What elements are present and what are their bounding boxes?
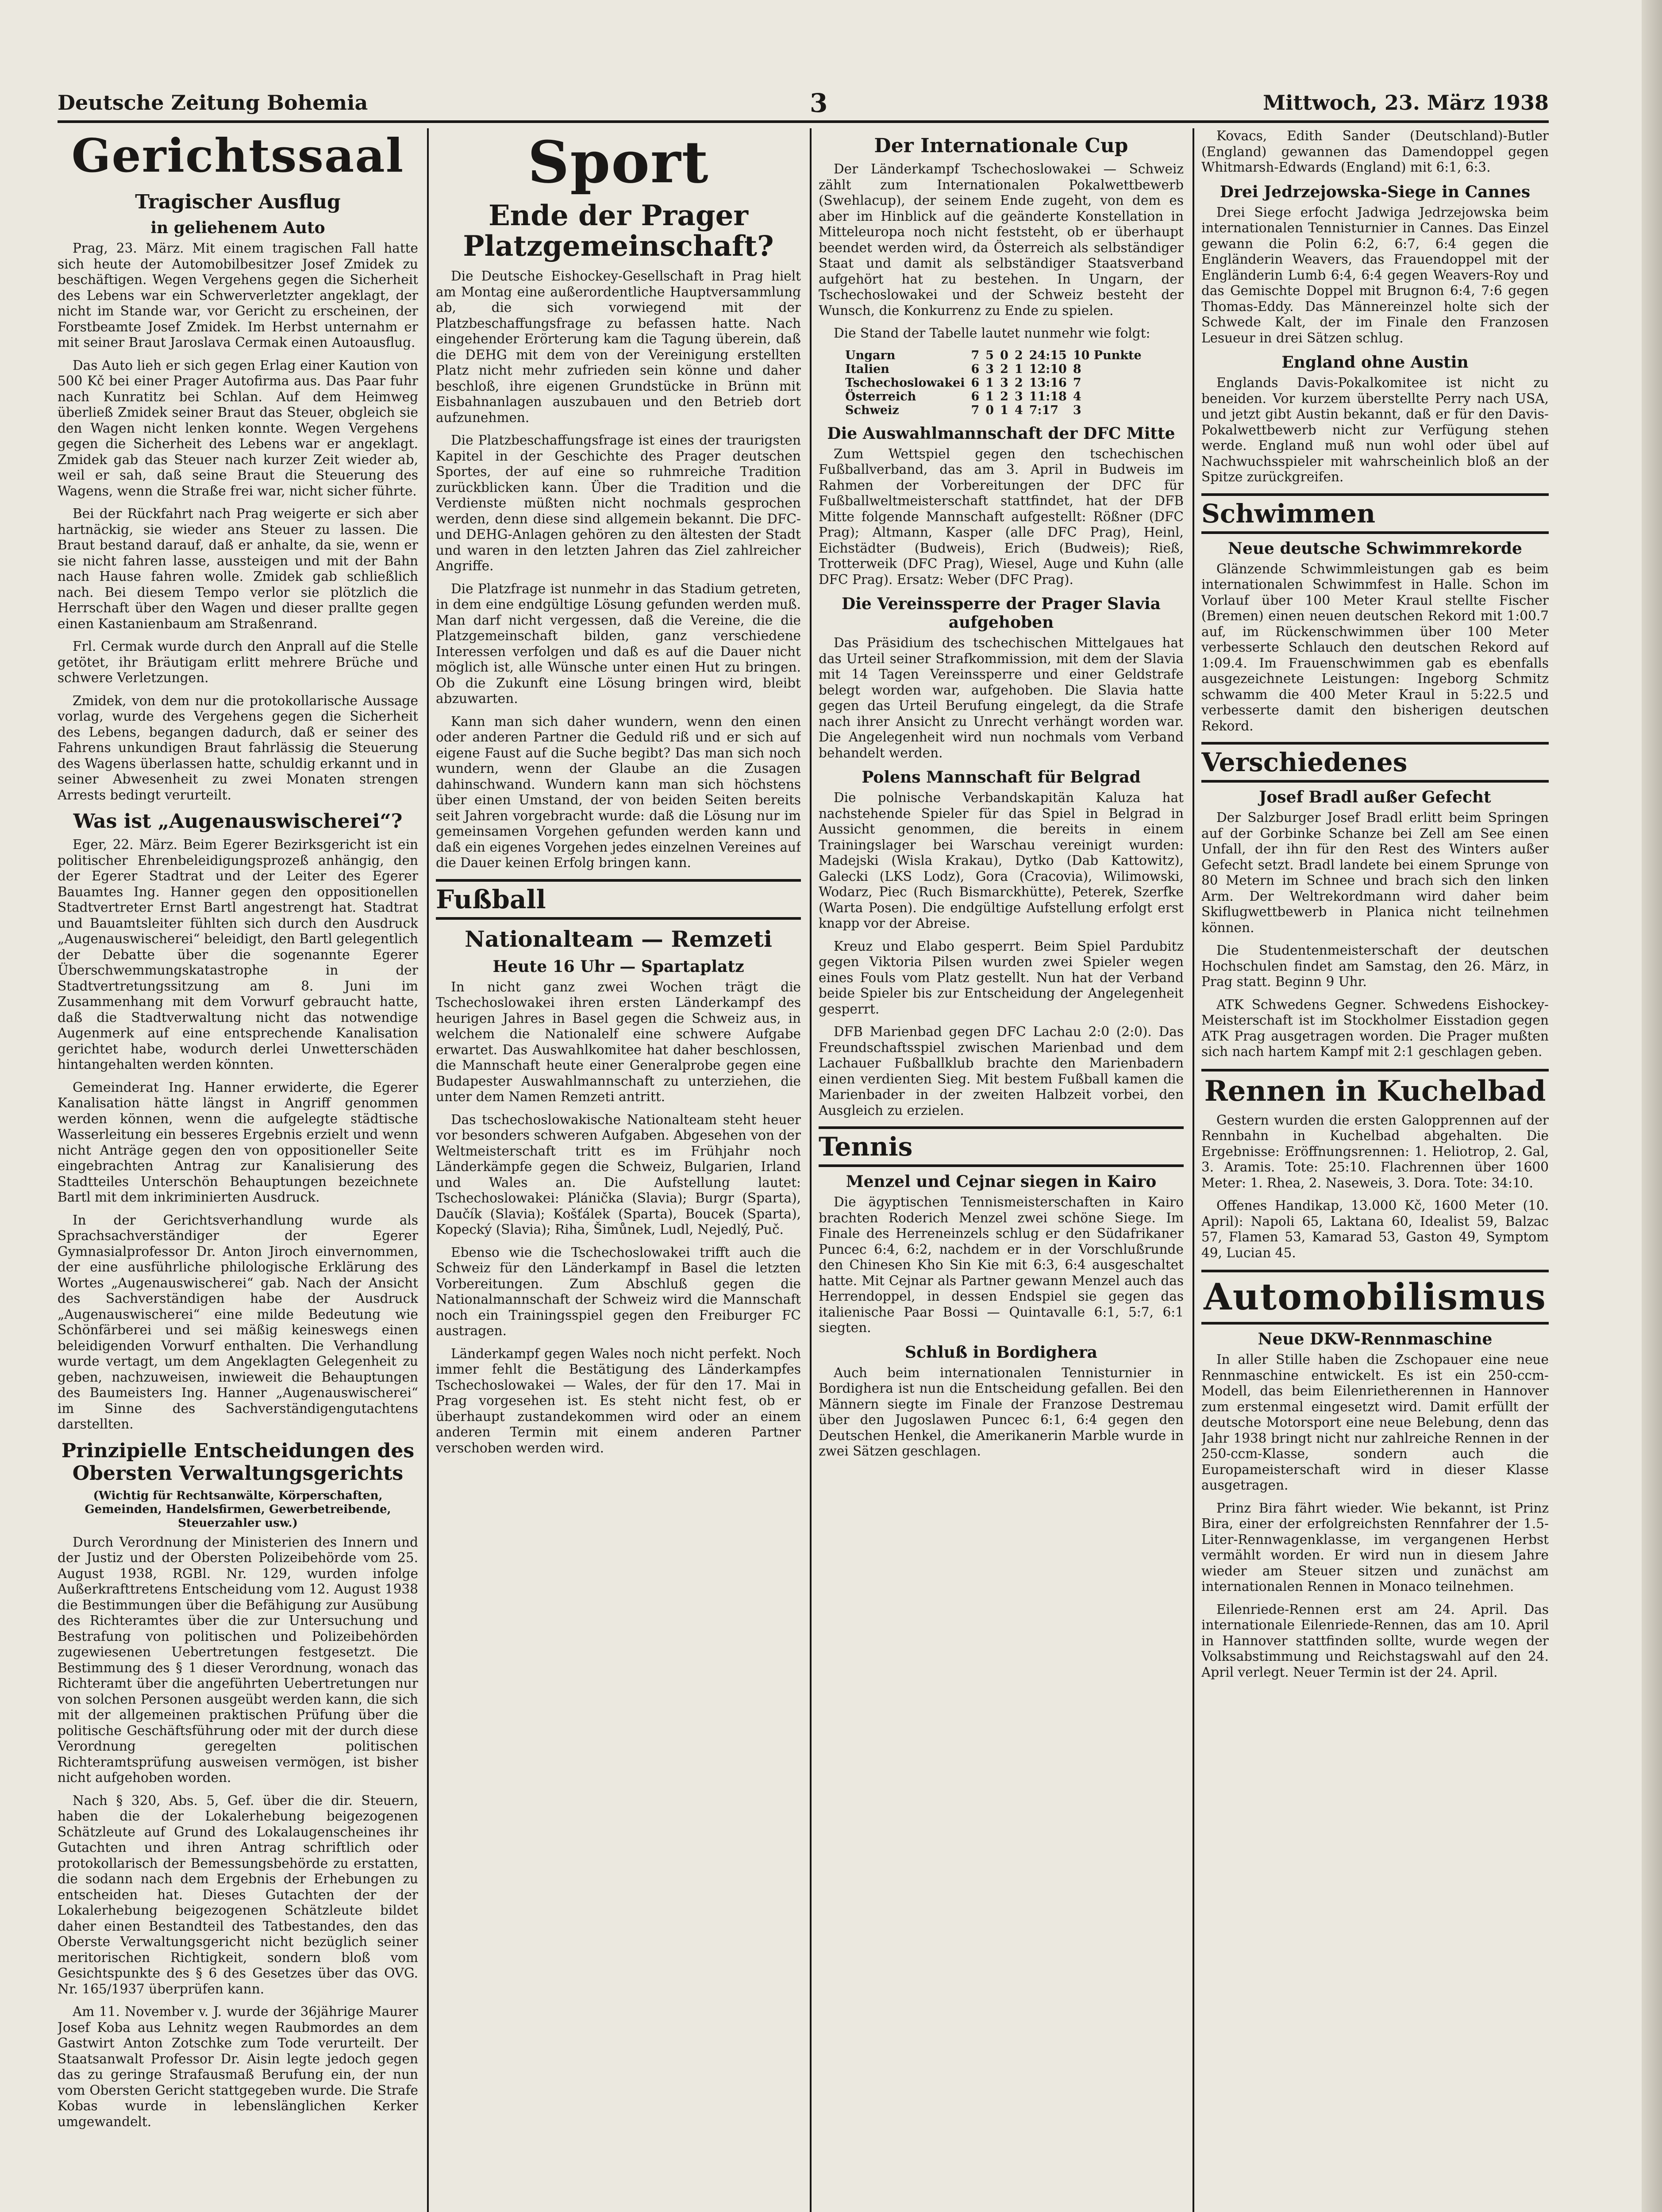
paragraph: Das Auto lieh er sich gegen Erlag einer Kaution von 500 Kč bei einer Prager Autofirma aus. Das Paar fuhr nach Kunratitz bei Schlan. Auf dem Heimweg überließ Zmidek seiner Braut das Steuer, obgleich sie den Wagen nicht lenken konnte. Wegen Vergehens gegen die Sicherheit des Lebens war er angeklagt. Zmidek gab das Steuer nach kurzer Zeit wieder ab, weil er sah, daß seine Braut die Steuerung des Wagens, wenn die Straße frei war, nicht sicher führte. xyxy=(58,357,418,499)
paragraph: Offenes Handikap, 13.000 Kč, 1600 Meter (10. April): Napoli 65, Laktana 60, Idealist 59, Balzac 57, Flamen 53, Kamarad 53, Gaston 49, Symptom 49, Lucian 45. xyxy=(1201,1198,1549,1260)
paragraph: Auch beim internationalen Tennisturnier in Bordighera ist nun die Entscheidung gefallen. Bei den Männern siegte im Finale der Franzose Destremau über den Jugoslawen Puncec 6:1, 6:4 gegen den Deutschen Henkel, die Amerikanerin Marble wurde in zwei Sätzen geschlagen. xyxy=(819,1365,1184,1459)
table-cell: 3 xyxy=(1000,376,1008,390)
table-cell: 0 xyxy=(985,403,994,417)
table-cell: 13:16 xyxy=(1029,376,1067,390)
table-cell: 1 xyxy=(985,376,994,390)
paragraph: ATK Schwedens Gegner. Schwedens Eishockey-Meisterschaft ist im Stockholmer Eisstadion gegen ATK Prag ausgetragen worden. Die Prager mußten sich nach hartem Kampf mit 2:1 geschlagen geben. xyxy=(1201,997,1549,1059)
table-cell: 6 xyxy=(971,362,980,376)
table-cell: 24:15 xyxy=(1029,348,1067,362)
section-title-schwimmen: Schwimmen xyxy=(1201,493,1549,534)
article-title: Josef Bradl außer Gefecht xyxy=(1259,788,1491,806)
article-title: Neue DKW-Rennmaschine xyxy=(1258,1330,1493,1349)
table-cell: 1 xyxy=(1000,403,1008,417)
article-title: Neue deutsche Schwimmrekorde xyxy=(1228,539,1522,558)
paragraph: Der Länderkampf Tschechoslowakei — Schweiz zählt zum Internationalen Pokalwettbewerb (Swehlacup), der seinem Ende zugeht, von dem es aber im Hinblick auf die geänderte Konstellation in Mitteleuropa noch nicht feststeht, ob er überhaupt beendet werden wird, da Österreich als selbständiger Staat und damit als selbständiger Staatsverband aufgehört hat zu bestehen. In Ungarn, der Tschechoslowakei und der Schweiz besteht der Wunsch, die Konkurrenz zu Ende zu spielen. xyxy=(819,161,1184,318)
article-title: Tragischer Ausflug xyxy=(135,191,341,213)
paragraph: In der Gerichtsverhandlung wurde als Sprachsachverständiger der Egerer Gymnasialprofessor Dr. Anton Jiroch einvernommen, der eine ausführliche philologische Erklärung des Wortes „Augenauswischerei“ gab. Nach der Ansicht des Sachverständigen habe der Ausdruck „Augenauswischerei“ eine milde Bedeutung wie Schönfärberei und sei mäßig keineswegs einen beleidigenden Vorwurf enthalten. Die Verhandlung wurde vertagt, um dem Angeklagten Gelegenheit zu geben, nachzuweisen, inwieweit die Behauptungen des Baumeisters Ing. Hanner „Augenauswischerei“ im Sinne des Sachverständigengutachtens darstellten. xyxy=(58,1212,418,1432)
masthead-name: Deutsche Zeitung Bohemia xyxy=(58,91,368,115)
paragraph: Die Studentenmeisterschaft der deutschen Hochschulen findet am Samstag, den 26. März, in Prag statt. Beginn 9 Uhr. xyxy=(1201,943,1549,989)
paragraph: Gemeinderat Ing. Hanner erwiderte, die Egerer Kanalisation hätte längst in Angriff genommen werden können, wenn die aufgelegte städtische Wasserleitung ein besseres Ergebnis erzielt und wenn nicht Anträge gegen den von oppositioneller Seite eingebrachten Antrag zur Kanalisierung des Stadtteiles Unterschön Behauptungen bezeichnete Bartl mit dem inkriminierten Ausdruck. xyxy=(58,1079,418,1205)
paragraph: Zmidek, von dem nur die protokollarische Aussage vorlag, wurde des Vergehens gegen die Sicherheit des Lebens, begangen dadurch, daß er seiner des Fahrens unkundigen Braut fahrlässig die Steuerung des Wagens überlassen hatte, schuldig erkannt und in seiner Abwesenheit zu zwei Monaten strengen Arrests bedingt verurteilt. xyxy=(58,693,418,803)
table-cell: Schweiz xyxy=(845,403,899,417)
article-subtitle: Heute 16 Uhr — Spartaplatz xyxy=(492,957,744,976)
table-row xyxy=(845,349,1148,362)
article-title: Die Vereinssperre der Prager Slavia aufgehoben xyxy=(841,595,1161,632)
table-cell: Ungarn xyxy=(845,348,896,362)
column-divider-3 xyxy=(1193,128,1194,2212)
paragraph: Die Platzbeschaffungsfrage ist eines der traurigsten Kapitel in der Geschichte des Prager deutschen Sportes, der auf eine so ruhmreiche Tradition zurückblicken kann. Über die Tradition und die Verdienste müßten nicht nochmals gesprochen werden, denn diese sind allgemein bekannt. Die DFC- und DEHG-Anlagen gehören zu den ältesten der Stadt und waren in den letzten Jahren das Ziel zahlreicher Angriffe. xyxy=(436,433,801,574)
section-title-tennis: Tennis xyxy=(819,1126,1184,1167)
column-4 xyxy=(1201,128,1549,2212)
column-1 xyxy=(58,128,418,2212)
article-title: England ohne Austin xyxy=(1281,353,1469,372)
table-cell: 1 xyxy=(985,389,994,403)
article-title: Menzel und Cejnar siegen in Kairo xyxy=(846,1172,1157,1191)
table-cell: 7:17 xyxy=(1029,403,1059,417)
article-title: Prinzipielle Entscheidungen des Obersten Verwaltungsgerichts xyxy=(61,1439,415,1485)
paragraph: Zum Wettspiel gegen den tschechischen Fußballverband, das am 3. April in Budweis im Rahmen der Vorbereitungen der DFC für Fußballweltmeisterschaft stattfindet, hat der DFB Mitte folgende Mannschaft aufgestellt: Rößner (DFC Prag); Altmann, Kasper (alle DFC Prag), Heinl, Eichstädter (Budweis), Erich (Budweis); Rieß, Trotterweik (DFC Prag), Wiesel, Auge und Kuhn (alle DFC Prag). Ersatz: Weber (DFC Prag). xyxy=(819,446,1184,587)
table-cell: Österreich xyxy=(845,389,916,403)
table-row xyxy=(845,390,1148,403)
table-cell: 2 xyxy=(1000,362,1008,376)
paragraph: Die ägyptischen Tennismeisterschaften in Kairo brachten Roderich Menzel zwei schöne Siege. Im Finale des Herreneinzels schlug er den Südafrikaner Puncec 6:4, 6:2, nachdem er in der Vorschlußrunde den Chinesen Kho Sin Kie mit 6:3, 6:4 ausgeschaltet hatte. Mit Cejnar als Partner gewann Menzel auch das Herrendoppel, in dessen Endspiel sie gegen das italienische Paar Bossi — Quintavalle 6:1, 5:7, 6:1 siegten. xyxy=(819,1194,1184,1335)
paragraph: Eilenriede-Rennen erst am 24. April. Das internationale Eilenriede-Rennen, das am 10. April in Hannover stattfinden sollte, wurde wegen der Volksabstimmung und Reichstagswahl auf den 24. April verlegt. Neuer Termin ist der 24. April. xyxy=(1201,1601,1549,1680)
section-title-fussball: Fußball xyxy=(436,879,801,920)
table-cell: 4 xyxy=(1014,403,1023,417)
paragraph: Der Salzburger Josef Bradl erlitt beim Springen auf der Gorbinke Schanze bei Zell am See einen Unfall, der ihn für den Rest des Winters außer Gefecht setzt. Bradl landete bei einem Sprunge von 80 Metern im Schnee und brach sich den linken Arm. Der Weltrekordmann wird daher beim Skiflugwettbewerb in Planica nicht teilnehmen können. xyxy=(1201,810,1549,935)
article-title: Die Auswahlmannschaft der DFC Mitte xyxy=(827,424,1175,443)
table-row xyxy=(845,376,1148,390)
paragraph: Eger, 22. März. Beim Egerer Bezirksgericht ist ein politischer Ehrenbeleidigungsprozeß anhängig, den der Egerer Stadtrat und der Leiter des Egerer Bauamtes Ing. Hanner gegen den oppositionellen Stadtvertreter Ernst Bartl angestrengt hat. Stadtrat und Bauamtsleiter fühlten sich durch den Ausdruck „Augenauswischerei“ beleidigt, den Bartl gelegentlich der Debatte über die sogenannte Egerer Überschwemmungskatastrophe in der Stadtvertretungssitzung am 8. Juni im Zusammenhang mit dem Vorwurf gebraucht hatte, daß die Stadtverwaltung nicht das notwendige Augenmerk auf eine entsprechende Kanalisation gerichtet habe, wodurch derlei Unwetterschäden hintangehalten werden könnten. xyxy=(58,837,418,1072)
table-cell: 3 xyxy=(1014,389,1023,403)
table-cell: 1 xyxy=(1014,362,1023,376)
table-cell: 2 xyxy=(1000,389,1008,403)
paragraph: DFB Marienbad gegen DFC Lachau 2:0 (2:0). Das Freundschaftsspiel zwischen Marienbad und dem Lachauer Fußballklub brachte den Marienbadern einen verdienten Sieg. Mit bestem Fußball kamen die Marienbader in der zweiten Halbzeit vorbei, den Ausgleich zu erzielen. xyxy=(819,1024,1184,1118)
table-cell: 6 xyxy=(971,376,980,390)
article-subtitle: in geliehenem Auto xyxy=(150,219,325,237)
paragraph: Die Platzfrage ist nunmehr in das Stadium getreten, in dem eine endgültige Lösung gefunden werden muß. Man darf nicht vergessen, daß die Vereine, die die Platzgemeinschaft bilden, ganz verschiedene Interessen verfolgen und daß es auf die Dauer nicht möglich ist, alle Wünsche unter einen Hut zu bringen. Ob die Zukunft eine Lösung bringen wird, bleibt abzuwarten. xyxy=(436,581,801,707)
article-title: Nationalteam — Remzeti xyxy=(465,926,772,952)
issue-date: Mittwoch, 23. März 1938 xyxy=(1263,91,1549,115)
paragraph: Am 11. November v. J. wurde der 36jährige Maurer Josef Koba aus Lehnitz wegen Raubmordes an dem Gastwirt Anton Zotschke zum Tode verurteilt. Der Staatsanwalt Professor Dr. Aisin legte jedoch gegen das zu geringe Strafausmaß Berufung ein, der nun vom Obersten Gericht stattgegeben wurde. Die Strafe Kobas wurde in lebenslänglichen Kerker umgewandelt. xyxy=(58,2004,418,2129)
article-title: Drei Jedrzejowska-Siege in Cannes xyxy=(1220,182,1531,201)
page-header xyxy=(58,86,1549,117)
table-cell: Tschechoslowakei xyxy=(845,376,965,390)
paragraph: Die Deutsche Eishockey-Gesellschaft in Prag hielt am Montag eine außerordentliche Hauptversammlung ab, die sich vorwiegend mit der Platzbeschaffungsfrage zu befassen hatte. Nach eingehender Erörterung kam die Tagung überein, daß die DEHG mit dem von der Vereinigung erstellten Platz nicht mehr zufrieden sein könne und daher beschloß, ihre eigenen Grundstücke in Brünn mit Eisbahnanlagen auszubauen und den Betrieb dort aufzunehmen. xyxy=(436,269,801,425)
table-cell: 4 xyxy=(1073,389,1081,403)
paragraph: Glänzende Schwimmleistungen gab es beim internationalen Schwimmfest in Halle. Schon im Vorlauf über 100 Meter Kraul stellte Fischer (Bremen) einen neuen deutschen Rekord mit 1:00.7 auf, im Rückenschwimmen über 100 Meter verbesserte Schlauch den deutschen Rekord auf 1:09.4. Im Frauenschwimmen gab es ebenfalls ausgezeichnete Leistungen: Ingeborg Schmitz schwamm die 400 Meter Kraul in 5:22.5 und verbesserte damit den bisherigen deutschen Rekord. xyxy=(1201,561,1549,733)
column-2 xyxy=(436,128,801,2212)
cup-standings-table xyxy=(845,349,1148,417)
paragraph: Englands Davis-Pokalkomitee ist nicht zu beneiden. Vor kurzem überstellte Perry nach USA, und jetzt gibt Austin bekannt, daß er für den Davis-Pokalwettbewerb nicht zur Verfügung stehen werde. England muß nun wohl oder übel auf Nachwuchsspieler mit wahrscheinlich bloß an der Spitze zurückgreifen. xyxy=(1201,375,1549,484)
table-cell: 2 xyxy=(1014,376,1023,390)
paragraph: Nach § 320, Abs. 5, Gef. über die dir. Steuern, haben die der Lokalerhebung beigezogenen Schätzleute auf Grund des Lokalaugenscheines ihr Gutachten und ihren Antrag schriftlich oder protokollarisch der Bemessungsbehörde zu erstatten, die sodann nach dem Ergebnis der Erhebungen zu entscheiden hat. Dieses Gutachten der der Lokalerhebung beigezogenen Schätzleute bildet daher einen Bestandteil des Tatbestandes, den das Oberste Verwaltungsgericht nicht bezüglich seiner meritorischen Richtigkeit, sondern bloß vom Gesichtspunkte des § 6 des Gesetzes über das OVG. Nr. 165/1937 überprüfen kann. xyxy=(58,1793,418,1997)
table-cell: 3 xyxy=(985,362,994,376)
table-cell: 2 xyxy=(1014,348,1023,362)
paragraph: In aller Stille haben die Zschopauer eine neue Rennmaschine entwickelt. Es ist ein 250-ccm-Modell, das beim Eilenrietherennen in Hannover zum erstenmal eingesetzt wird. Damit erfüllt der deutsche Motorsport eine neue Belebung, denn das Jahr 1938 bringt nicht nur zahlreiche Rennen in der 250-ccm-Klasse, sondern auch die Europameisterschaft wird in dieser Klasse ausgetragen. xyxy=(1201,1352,1549,1493)
column-3 xyxy=(819,128,1184,2212)
article-title: Polens Mannschaft für Belgrad xyxy=(862,768,1141,787)
table-cell: 0 xyxy=(1000,348,1008,362)
paragraph: Das tschechoslowakische Nationalteam steht heuer vor besonders schweren Aufgaben. Abgesehen von der Weltmeisterschaft tritt es im Frühjahr noch Länderkämpfe gegen die Schweiz, Bulgarien, Irland und Wales an. Die Aufstellung lautet: Tschechoslowakei: Plánička (Slavia); Burgr (Sparta), Daučík (Slavia); Košťálek (Sparta), Boucek (Sparta), Kopecký (Slavia); Riha, Šimůnek, Ludl, Nejedlý, Puč. xyxy=(436,1112,801,1237)
paragraph: In nicht ganz zwei Wochen trägt die Tschechoslowakei ihren ersten Länderkampf des heurigen Jahres in Basel gegen die Schweiz aus, in welchem die Nationalelf eine schwere Aufgabe erwartet. Das Auswahlkomitee hat daher beschlossen, die Mannschaft heute einer Generalprobe gegen eine Budapester Auswahlmannschaft zu unterziehen, die unter dem Namen Remzeti antritt. xyxy=(436,979,801,1105)
paragraph: Prag, 23. März. Mit einem tragischen Fall hatte sich heute der Automobilbesitzer Josef Zmidek zu beschäftigen. Wegen Vergehens gegen die Sicherheit des Lebens war ein Schwerverletzter angeklagt, der nicht im Stande war, vor Gericht zu erscheinen, der Forstbeamte Josef Zmidek. Im Herbst unternahm er mit seiner Braut Jaroslava Cermak einen Autoausflug. xyxy=(58,241,418,350)
section-title-automobilismus: Automobilismus xyxy=(1201,1270,1549,1325)
paragraph: Prinz Bira fährt wieder. Wie bekannt, ist Prinz Bira, einer der erfolgreichsten Rennfahrer der 1.5-Liter-Rennwagenklasse, im vergangenen Herbst vermählt worden. Er wird nun in diesem Jahre wieder am Steuer sitzen und zunächst am internationalen Rennen in Monaco teilnehmen. xyxy=(1201,1500,1549,1594)
article-title: Schluß in Bordighera xyxy=(904,1343,1097,1362)
article-title: Was ist „Augenauswischerei“? xyxy=(73,810,403,833)
table-cell: 7 xyxy=(971,403,980,417)
paragraph: Das Präsidium des tschechischen Mittelgaues hat das Urteil seiner Strafkommission, mit dem der Slavia mit 14 Tagen Vereinssperre und einer Geldstrafe belegt worden war, aufgehoben. Die Slavia hatte gegen das Urteil Berufung eingelegt, da die Strafe nach ihrer Ansicht zu Unrecht verhängt worden war. Die Angelegenheit wird nun nochmals vom Verband behandelt werden. xyxy=(819,635,1184,760)
table-cell: 8 xyxy=(1073,362,1081,376)
table-row xyxy=(845,403,1148,417)
paragraph: Ebenso wie die Tschechoslowakei trifft auch die Schweiz für den Länderkampf in Basel die letzten Vorbereitungen. Zum Abschluß gegen die Nationalmannschaft der Schweiz wird die Mannschaft noch ein Trainingsspiel gegen den Freiburger FC austragen. xyxy=(436,1244,801,1339)
table-row xyxy=(845,362,1148,376)
table-cell: 12:10 xyxy=(1029,362,1067,376)
paragraph: Frl. Cermak wurde durch den Anprall auf die Stelle getötet, ihr Bräutigam erlitt mehrere Brüche und schwere Verletzungen. xyxy=(58,639,418,685)
paragraph: Die polnische Verbandskapitän Kaluza hat nachstehende Spieler für das Spiel in Belgrad in Aussicht genommen, die bereits in einem Trainingslager bei Warschau vereinigt wurden: Madejski (Wisla Krakau), Dytko (Dab Kattowitz), Galecki (LKS Lodz), Gora (Cracovia), Wilimowski, Wodarz, Piec (Ruch Bismarckhütte), Peterek, Szerfke (Warta Posen). Die endgültige Aufstellung erfolgt erst knapp vor der Abreise. xyxy=(819,790,1184,931)
page-edge-shadow xyxy=(1642,0,1662,2212)
paragraph: Gestern wurden die ersten Galopprennen auf der Rennbahn in Kuchelbad abgehalten. Die Ergebnisse: Eröffnungsrennen: 1. Heliotrop, 2. Gal, 3. Aramis. Tote: 25:10. Flachrennen über 1600 Meter: 1. Rhea, 2. Naseweis, 3. Dora. Tote: 34:10. xyxy=(1201,1112,1549,1190)
section-title-gerichtssaal: Gerichtssaal xyxy=(71,128,404,183)
table-cell: Italien xyxy=(845,362,889,376)
table-cell: 7 xyxy=(971,348,980,362)
section-title-verschiedenes: Verschiedenes xyxy=(1201,742,1549,783)
article-title: Ende der Prager Platzgemeinschaft? xyxy=(463,199,774,263)
column-divider-1 xyxy=(427,128,429,2212)
section-title-sport: Sport xyxy=(527,128,709,196)
paragraph: Kreuz und Elabo gesperrt. Beim Spiel Pardubitz gegen Viktoria Pilsen wurden zwei Spieler wegen eines Fouls vom Platz gestellt. Nun hat der Verband beide Spieler bis zur Entscheidung der Angelegenheit gesperrt. xyxy=(819,938,1184,1017)
page-number: 3 xyxy=(810,88,828,118)
article-subtitle: (Wichtig für Rechtsanwälte, Körperschaften, Gemeinden, Handelsfirmen, Gewerbetreibende, Steuerzahler usw.) xyxy=(85,1489,391,1530)
paragraph: Kann man sich daher wundern, wenn den einen oder anderen Partner die Geduld riß und er sich auf eigene Faust auf die Suche begibt? Das man sich noch wundern, wenn der Glaube an die Zusagen dahinschwand. Wundern kann man sich höchstens über einen Umstand, der von beiden Seiten bereits seit Jahren vorgebracht wurde: daß die Lösung nur im gemeinsamen Vorgehen gefunden werden kann und daß ein eigenes Vorgehen jedes einzelnen Vereines auf die Dauer keinen Erfolg bringen kann. xyxy=(436,714,801,871)
paragraph: Durch Verordnung der Ministerien des Innern und der Justiz und der Obersten Polizeibehörde vom 25. August 1938, RGBl. Nr. 129, wurden infolge Außerkrafttretens Entscheidung vom 12. August 1938 die Bestimmungen über die Befähigung zur Ausübung des Richteramtes über die zur Untersuchung und Bestrafung von politischen und Polizeibehörden zugewiesenen Uebertretungen festgesetzt. Die Bestimmung des § 1 dieser Verordnung, wonach das Richteramt über die angeführten Uebertretungen nur von solchen Personen ausgeübt werden kann, die sich mit der allgemeinen praktischen Prüfung über die politische Geschäftsführung oder mit der durch diese Verordnung geregelten politischen Richteramtsprüfung ausweisen vermögen, ist bisher nicht aufgehoben worden. xyxy=(58,1534,418,1785)
header-rule xyxy=(58,120,1549,123)
column-divider-2 xyxy=(810,128,812,2212)
table-cell: 10 Punkte xyxy=(1073,348,1142,362)
paragraph: Länderkampf gegen Wales noch nicht perfekt. Noch immer fehlt die Bestätigung des Länderkampfes Tschechoslowakei — Wales, der für den 17. Mai in Prag vorgesehen ist. Es steht nicht fest, ob er überhaupt zustandekommen wird oder an einem anderen Termin mit einem anderen Partner verschoben werden wird. xyxy=(436,1346,801,1455)
paragraph: Die Stand der Tabelle lautet nunmehr wie folgt: xyxy=(834,326,1150,341)
paragraph: Kovacs, Edith Sander (Deutschland)-Butler (England) gewannen das Damendoppel gegen Whitmarsh-Edwards (England) mit 6:1, 6:3. xyxy=(1201,128,1549,175)
paragraph: Bei der Rückfahrt nach Prag weigerte er sich aber hartnäckig, sie wieder ans Steuer zu lassen. Die Braut bestand darauf, daß er anhalte, da sie, wenn er sie nicht fahren lasse, aussteigen und mit der Bahn nach Hause fahren wolle. Zmidek gab schließlich nach. Bei diesem Tempo verlor sie plötzlich die Herrschaft über den Wagen und dieser prallte gegen einen Kastanienbaum am Straßenrand. xyxy=(58,506,418,631)
table-cell: 7 xyxy=(1073,376,1081,390)
table-cell: 3 xyxy=(1073,403,1081,417)
paragraph: Drei Siege erfocht Jadwiga Jedrzejowska beim internationalen Tennisturnier in Cannes. Das Einzel gewann die Polin 6:2, 6:7, 6:4 gegen die Engländerin Weavers, das Frauendoppel mit der Engländerin Lumb 6:4, 6:4 gegen Weavers-Roy und das Gemischte Doppel mit Brugnon 6:4, 7:6 gegen Thomas-Eddy. Das Männereinzel holte sich der Schwede Kalt, der im Finale den Franzosen Lesueur in drei Sätzen schlug. xyxy=(1201,204,1549,346)
table-cell: 11:18 xyxy=(1029,389,1067,403)
table-cell: 5 xyxy=(985,348,994,362)
article-title: Der Internationale Cup xyxy=(874,134,1128,157)
article-title: Rennen in Kuchelbad xyxy=(1201,1069,1549,1106)
table-cell: 6 xyxy=(971,389,980,403)
